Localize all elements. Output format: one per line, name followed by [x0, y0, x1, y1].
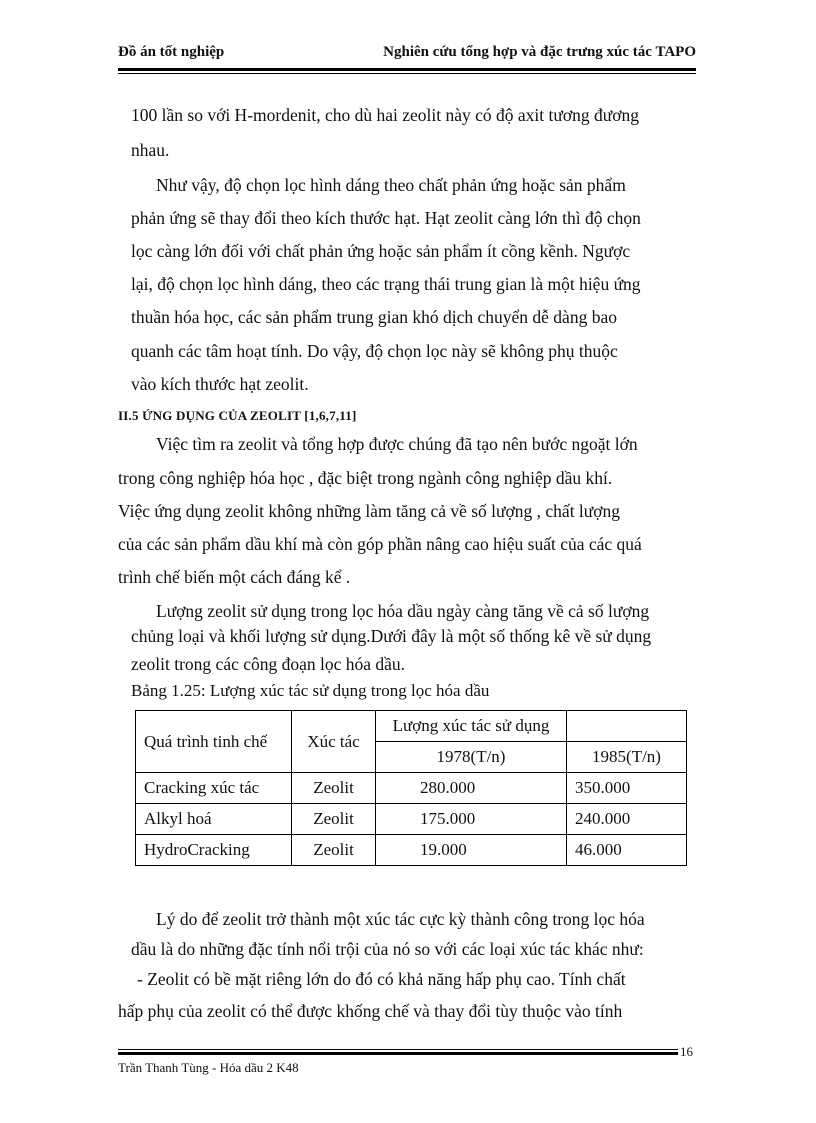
- header-rule: [118, 68, 696, 71]
- header-left-title: Đồ án tốt nghiệp: [118, 44, 225, 60]
- paragraph-line: thuần hóa học, các sản phẩm trung gian khó dịch chuyển dễ dàng bao: [131, 307, 617, 327]
- cell-1978: 175.000: [376, 804, 567, 835]
- paragraph-line: chủng loại và khối lượng sử dụng.Dưới đây là một số thống kê về sử dụng: [131, 626, 652, 646]
- cell-catalyst: Zeolit: [292, 804, 376, 835]
- paragraph-line: - Zeolit có bề mặt riêng lớn do đó có khả năng hấp phụ cao. Tính chất: [137, 969, 626, 989]
- paragraph-line: Như vậy, độ chọn lọc hình dáng theo chất phản ứng hoặc sản phẩm: [156, 175, 626, 195]
- paragraph-line: Lượng zeolit sử dụng trong lọc hóa dầu ngày càng tăng về cả số lượng: [156, 601, 650, 621]
- paragraph-line: lại, độ chọn lọc hình dáng, theo các trạng thái trung gian là một hiệu ứng: [131, 274, 641, 294]
- paragraph-line: 100 lần so với H-mordenit, cho dù hai zeolit này có độ axit tương đương: [131, 105, 639, 125]
- header-empty: [567, 711, 687, 742]
- paragraph-line: phản ứng sẽ thay đổi theo kích thước hạt. Hạt zeolit càng lớn thì độ chọn: [131, 208, 641, 228]
- paragraph-line: vào kích thước hạt zeolit.: [131, 374, 309, 394]
- cell-catalyst: Zeolit: [292, 773, 376, 804]
- paragraph-line: Việc tìm ra zeolit và tổng hợp được chúng đã tạo nên bước ngoặt lớn: [156, 434, 638, 454]
- cell-1978: 280.000: [376, 773, 567, 804]
- header-amount: Lượng xúc tác sử dụng: [376, 711, 567, 742]
- section-heading: II.5 ỨNG DỤNG CỦA ZEOLIT [1,6,7,11]: [118, 408, 357, 423]
- footer-rule: [118, 1049, 678, 1050]
- header-catalyst: Xúc tác: [292, 711, 376, 773]
- paragraph-line: nhau.: [131, 140, 170, 160]
- catalyst-usage-table: [135, 710, 687, 866]
- footer-rule-thick: [118, 1052, 678, 1055]
- paragraph-line: dầu là do những đặc tính nổi trội của nó so với các loại xúc tác khác như:: [131, 939, 644, 959]
- cell-process: Cracking xúc tác: [136, 773, 292, 804]
- header-1985: 1985(T/n): [567, 742, 687, 773]
- paragraph-line: lọc càng lớn đối với chất phản ứng hoặc sản phẩm ít cồng kềnh. Ngược: [131, 241, 631, 261]
- cell-1985: 240.000: [567, 804, 687, 835]
- paragraph-line: Lý do để zeolit trở thành một xúc tác cực kỳ thành công trong lọc hóa: [156, 909, 645, 929]
- paragraph-line: trình chế biến một cách đáng kể .: [118, 567, 351, 587]
- paragraph-line: Việc ứng dụng zeolit không những làm tăng cả về số lượng , chất lượng: [118, 501, 621, 521]
- table-row: [136, 804, 687, 835]
- cell-1985: 350.000: [567, 773, 687, 804]
- cell-1985: 46.000: [567, 835, 687, 866]
- table-row: [136, 835, 687, 866]
- table-header-row: [136, 711, 687, 742]
- paragraph-line: hấp phụ của zeolit có thể được khống chế và thay đổi tùy thuộc vào tính: [118, 1001, 623, 1021]
- table-row: [136, 773, 687, 804]
- header-rule-thin: [118, 73, 696, 74]
- cell-process: Alkyl hoá: [136, 804, 292, 835]
- cell-1978: 19.000: [376, 835, 567, 866]
- page-header: [118, 40, 696, 64]
- header-right-title: Nghiên cứu tổng hợp và đặc trưng xúc tác TAPO: [383, 44, 696, 60]
- footer-author: Trần Thanh Tùng - Hóa dầu 2 K48: [118, 1060, 299, 1075]
- header-process: Quá trình tinh chế: [136, 711, 292, 773]
- cell-catalyst: Zeolit: [292, 835, 376, 866]
- page-number: 16: [680, 1044, 693, 1059]
- header-1978: 1978(T/n): [376, 742, 567, 773]
- table-caption: Bảng 1.25: Lượng xúc tác sử dụng trong lọc hóa dầu: [131, 681, 490, 700]
- paragraph-line: trong công nghiệp hóa học , đặc biệt trong ngành công nghiệp dầu khí.: [118, 468, 613, 488]
- paragraph-line: của các sản phẩm dầu khí mà còn góp phần nâng cao hiệu suất của các quá: [118, 534, 642, 554]
- paragraph-line: zeolit trong các công đoạn lọc hóa dầu.: [131, 654, 406, 674]
- paragraph-line: quanh các tâm hoạt tính. Do vậy, độ chọn lọc này sẽ không phụ thuộc: [131, 341, 618, 361]
- cell-process: HydroCracking: [136, 835, 292, 866]
